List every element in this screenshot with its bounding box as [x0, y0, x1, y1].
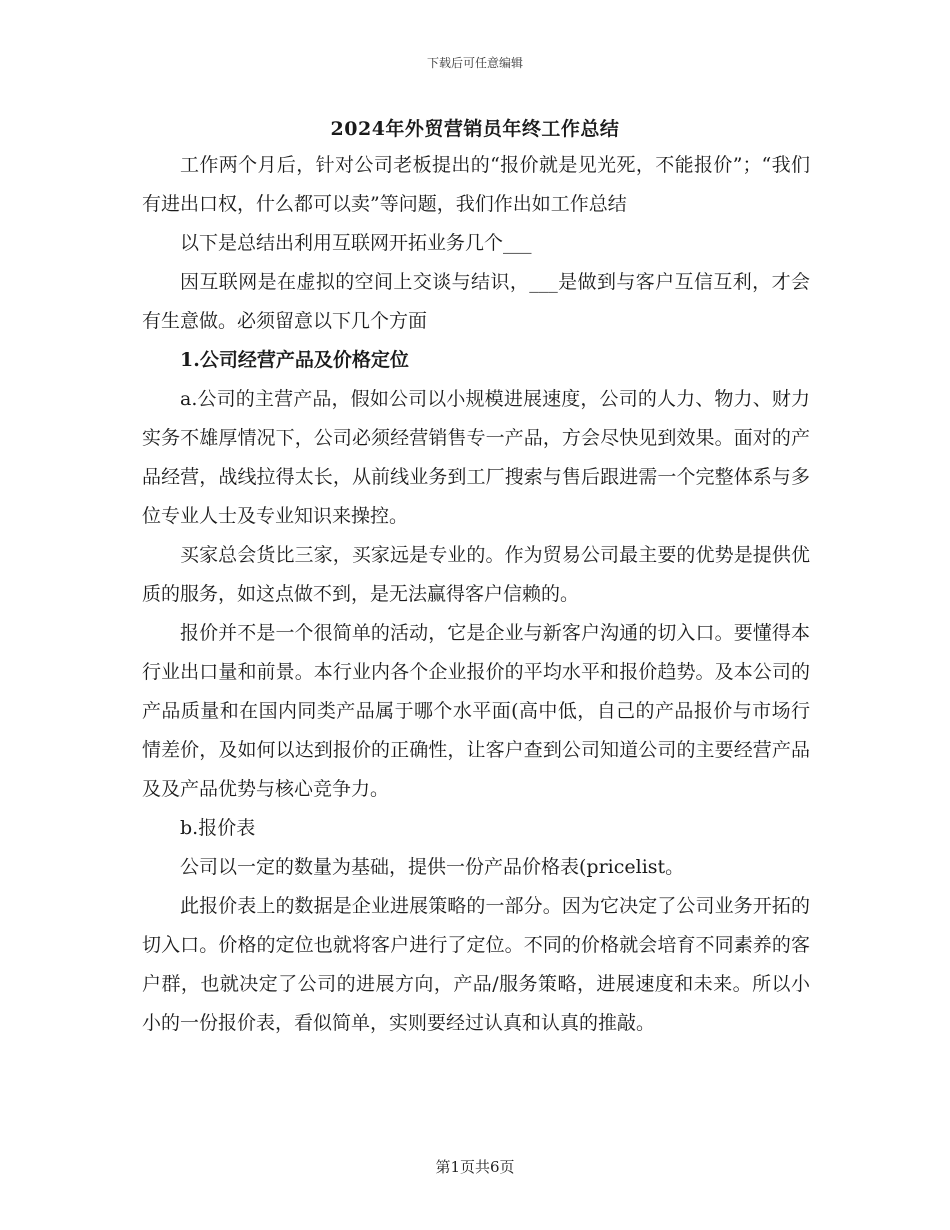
- paragraph-price-strategy: 此报价表上的数据是企业进展策略的一部分。因为它决定了公司业务开拓的切入口。价格的定位也就将客户进行了定位。不同的价格就会培育不同素养的客户群，也就决定了公司的进展方向，产品/服务策略，进展速度和未来。所以小小的一份报价表，看似简单，实则要经过认真和认真的推敲。: [142, 895, 810, 1034]
- paragraph-quotation: 报价并不是一个很简单的活动，它是企业与新客户沟通的切入口。要懂得本行业出口量和前景。本行业内各个企业报价的平均水平和报价趋势。及本公司的产品质量和在国内同类产品属于哪个水平面(高中低，自己的产品报价与市场行情差价，及如何以达到报价的正确性，让客户查到公司知道公司的主要经营产品及及产品优势与核心竞争力。: [142, 622, 810, 800]
- paragraph-price-list: 公司以一定的数量为基础，提供一份产品价格表(pricelist。: [180, 856, 685, 878]
- paragraph-intro: 工作两个月后，针对公司老板提出的“报价就是见光死，不能报价”；“我们有进出口权，什么都可以卖”等问题，我们作出如工作总结: [142, 154, 810, 215]
- section-heading-1: 1.公司经营产品及价格定位: [180, 349, 409, 371]
- header-note: 下载后可任意编辑: [426, 56, 523, 70]
- page-number: 第1页共6页: [435, 1158, 515, 1176]
- paragraph-internet: 因互联网是在虚拟的空间上交谈与结识，___是做到与客户互信互利，才会有生意做。必须留意以下几个方面: [142, 271, 810, 332]
- document-body: [142, 146, 810, 1043]
- paragraph-main-products: a.公司的主营产品，假如公司以小规模进展速度，公司的人力、物力、财力实务不雄厚情况下，公司必须经营销售专一产品，方会尽快见到效果。面对的产品经营，战线拉得太长，从前线业务到工厂搜索与售后跟进需一个完整体系与多位专业人士及专业知识来操控。: [142, 388, 810, 527]
- document-title: 2024年外贸营销员年终工作总结: [330, 118, 620, 140]
- subheading-price-list: b.报价表: [180, 817, 256, 839]
- paragraph-buyers: 买家总会货比三家，买家远是专业的。作为贸易公司最主要的优势是提供优质的服务，如这点做不到，是无法赢得客户信赖的。: [142, 544, 810, 605]
- paragraph-summary-lead: 以下是总结出利用互联网开拓业务几个___: [180, 232, 532, 254]
